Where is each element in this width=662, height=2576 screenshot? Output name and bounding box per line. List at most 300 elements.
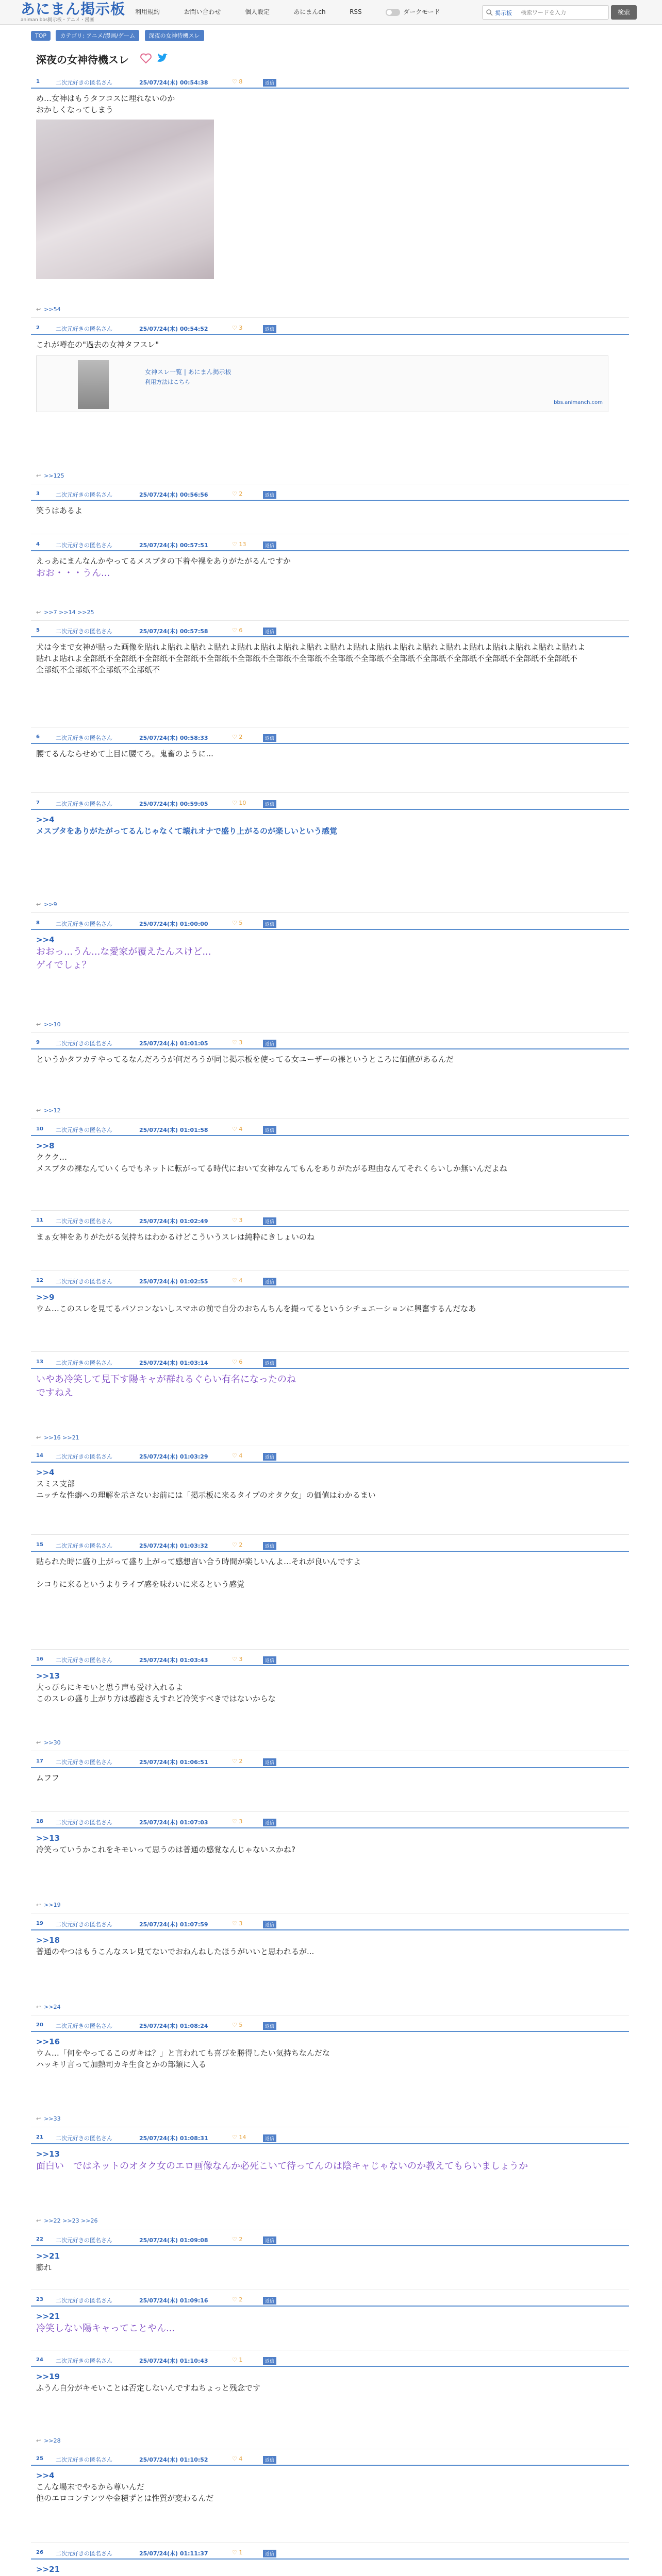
- post-25: [31, 2454, 629, 2545]
- post-date: 25/07/24(木) 00:56:56: [139, 492, 208, 498]
- post-like-count[interactable]: ♡ 5: [232, 2022, 243, 2028]
- reply-links[interactable]: >>33: [44, 2115, 61, 2122]
- dark-mode-toggle[interactable]: [386, 7, 440, 16]
- post-header: [31, 1757, 629, 1768]
- post-date: 25/07/24(木) 01:03:14: [139, 1360, 208, 1366]
- reply-links[interactable]: >>10: [44, 1021, 61, 1028]
- post-body: [31, 335, 629, 412]
- nav-settings[interactable]: 個人設定: [244, 8, 270, 15]
- post-13: [31, 1358, 629, 1448]
- post-date: 25/07/24(木) 00:58:33: [139, 735, 208, 741]
- post-line: ニッチな性癖への理解を示さないお前には「掲示板に来るタイプのオタク女」の価値はわかるまい: [36, 1490, 376, 1500]
- post-divider: [31, 1534, 629, 1535]
- reply-icon: ↩: [36, 2004, 41, 2010]
- post-line[interactable]: >>13: [36, 2149, 60, 2159]
- post-replies[interactable]: [36, 306, 61, 313]
- reply-button[interactable]: 返信: [263, 541, 276, 549]
- breadcrumb-thread[interactable]: 深夜の女神待機スレ: [145, 30, 204, 41]
- post-line: 面白い ではネットのオタク女のエロ画像なんか必死こいて待ってんのは陰キャじゃないのか教えてもらいましょうか: [36, 2161, 528, 2172]
- post-like-count[interactable]: ♡ 2: [232, 1758, 243, 1765]
- top-bar: [0, 0, 662, 25]
- post-like-count[interactable]: ♡ 3: [232, 1217, 243, 1224]
- reply-button[interactable]: 返信: [263, 1126, 276, 1134]
- post-date: 25/07/24(木) 00:57:51: [139, 542, 208, 549]
- reply-icon: ↩: [36, 1739, 41, 1746]
- reply-button[interactable]: 返信: [263, 1819, 276, 1826]
- reply-button[interactable]: 返信: [263, 2550, 276, 2557]
- post-date: 25/07/24(木) 01:10:52: [139, 2456, 208, 2463]
- post-line[interactable]: >>9: [36, 1293, 55, 1302]
- reply-button[interactable]: 返信: [263, 628, 276, 635]
- post-header: [31, 919, 629, 930]
- reply-icon: ↩: [36, 901, 41, 908]
- post-header: [31, 1358, 629, 1369]
- post-line[interactable]: >>18: [36, 1936, 60, 1945]
- post-author: 二次元好きの匿名さん: [56, 79, 112, 86]
- post-like-count[interactable]: ♡ 4: [232, 1452, 243, 1459]
- post-line[interactable]: >>21: [36, 2251, 60, 2261]
- post-21: [31, 2133, 629, 2231]
- nav-contact[interactable]: お問い合わせ: [184, 8, 221, 15]
- post-like-count[interactable]: ♡ 4: [232, 1277, 243, 1284]
- post-replies[interactable]: [36, 1902, 61, 1908]
- post-author: 二次元好きの匿名さん: [56, 1543, 112, 1549]
- post-author: 二次元好きの匿名さん: [56, 735, 112, 741]
- post-like-count[interactable]: ♡ 3: [232, 1920, 243, 1927]
- post-like-count[interactable]: ♡ 6: [232, 627, 243, 634]
- search-bar: [482, 5, 637, 20]
- post-line: 貼られた時に盛り上がって盛り上がって感想言い合う時間が楽しいんよ…それが良いんですよ: [36, 1557, 361, 1566]
- post-replies[interactable]: [36, 472, 64, 479]
- post-body: [31, 930, 629, 972]
- post-date: 25/07/24(木) 01:01:58: [139, 1127, 208, 1133]
- post-line: ゲイでしょ？: [36, 960, 91, 971]
- post-date: 25/07/24(木) 01:09:16: [139, 2297, 208, 2304]
- post-line: おお・・・うん...: [36, 568, 110, 579]
- post-header: [31, 1216, 629, 1227]
- post-replies[interactable]: [36, 2115, 61, 2122]
- reply-button[interactable]: 返信: [263, 1359, 276, 1367]
- post-line: 全部纸不全部纸不全部纸不全部纸不: [36, 665, 160, 674]
- post-number[interactable]: 22: [36, 2236, 43, 2242]
- post-body: [31, 637, 629, 675]
- post-line: 大っぴらにキモいと思う声も受け入れるよ: [36, 1683, 184, 1692]
- post-divider: [31, 1811, 629, 1812]
- reply-links[interactable]: >>24: [44, 2004, 61, 2010]
- post-header: [31, 2355, 629, 2367]
- post-body: [31, 1552, 629, 1590]
- logo-subtitle: animan bbs掲示板・アニメ・漫画: [21, 18, 94, 23]
- toggle-switch-icon: [386, 9, 400, 16]
- reply-button[interactable]: 返信: [263, 1217, 276, 1225]
- reply-links[interactable]: >>12: [44, 1107, 61, 1114]
- post-replies[interactable]: [36, 2437, 61, 2444]
- reply-button[interactable]: 返信: [263, 800, 276, 808]
- post-like-count[interactable]: ♡ 2: [232, 734, 243, 740]
- post-line[interactable]: >>4: [36, 2471, 55, 2480]
- post-line: メスブタをありがたがってるんじゃなくて壊れオナで盛り上がるのが楽しいという感覚: [36, 826, 337, 836]
- post-line: 腰てるんならせめて上目に腰てろ。鬼畜のように...: [36, 749, 213, 758]
- post-replies[interactable]: [36, 1434, 79, 1441]
- reply-links[interactable]: >>22 >>23 >>26: [44, 2217, 98, 2224]
- post-date: 25/07/24(木) 00:57:58: [139, 628, 208, 635]
- post-replies[interactable]: [36, 1739, 61, 1746]
- reply-links[interactable]: >>54: [44, 306, 61, 313]
- post-date: 25/07/24(木) 01:11:37: [139, 2550, 208, 2557]
- post-number[interactable]: 18: [36, 1819, 43, 1824]
- nav-animanch[interactable]: あにまんch: [293, 8, 326, 15]
- post-date: 25/07/24(木) 01:01:05: [139, 1040, 208, 1047]
- reply-icon: ↩: [36, 2217, 41, 2224]
- post-2: [31, 324, 629, 486]
- post-1: [31, 77, 629, 319]
- post-header: [31, 2235, 629, 2246]
- reply-links[interactable]: >>19: [44, 1902, 61, 1908]
- reply-icon: ↩: [36, 609, 41, 616]
- post-number[interactable]: 20: [36, 2022, 43, 2028]
- post-body: [31, 744, 629, 759]
- post-26: [31, 2548, 629, 2576]
- post-number[interactable]: 19: [36, 1921, 43, 1926]
- post-date: 25/07/24(木) 01:00:00: [139, 921, 208, 927]
- post-date: 25/07/24(木) 00:54:52: [139, 326, 208, 332]
- post-line: いやあ冷笑して見下す陽キャが群れるぐらい有名になったのね: [36, 1374, 296, 1385]
- post-10: [31, 1125, 629, 1212]
- post-line[interactable]: >>13: [36, 1834, 60, 1843]
- post-date: 25/07/24(木) 01:07:03: [139, 1819, 208, 1826]
- post-author: 二次元好きの匿名さん: [56, 2358, 112, 2364]
- post-replies[interactable]: [36, 2004, 61, 2010]
- post-20: [31, 2021, 629, 2129]
- post-header: [31, 324, 629, 335]
- post-number[interactable]: 17: [36, 1758, 43, 1764]
- reply-button[interactable]: 返信: [263, 2456, 276, 2464]
- reply-button[interactable]: 返信: [263, 1921, 276, 1928]
- post-header: [31, 733, 629, 744]
- nav-terms[interactable]: 利用規約: [135, 8, 160, 15]
- reply-button[interactable]: 返信: [263, 1758, 276, 1766]
- post-divider: [31, 1649, 629, 1650]
- post-author: 二次元好きの匿名さん: [56, 801, 112, 807]
- post-body: [31, 2367, 629, 2394]
- reply-links[interactable]: >>7 >>14 >>25: [44, 609, 94, 616]
- post-body: [31, 1666, 629, 1704]
- post-line[interactable]: >>21: [36, 2565, 60, 2574]
- post-author: 二次元好きの匿名さん: [56, 2135, 112, 2142]
- post-body: [31, 1136, 629, 1174]
- post-number[interactable]: 9: [36, 1040, 40, 1045]
- post-header: [31, 77, 629, 89]
- reply-button[interactable]: 返信: [263, 1453, 276, 1461]
- reply-icon: ↩: [36, 1107, 41, 1114]
- post-like-count[interactable]: ♡ 4: [232, 1126, 243, 1132]
- search-scope[interactable]: 掲示板: [495, 10, 512, 16]
- post-line: 普通のやつはもうこんなスレ見てないでおねんねしたほうがいいと思われるが...: [36, 1947, 315, 1956]
- nav-rss[interactable]: RSS: [350, 8, 362, 15]
- reply-button[interactable]: 返信: [263, 2357, 276, 2365]
- post-divider: [31, 792, 629, 793]
- post-body: [31, 551, 629, 580]
- post-number[interactable]: 1: [36, 79, 40, 84]
- post-body: [31, 2144, 629, 2173]
- dark-mode-label: ダークモード: [403, 8, 440, 15]
- twitter-icon[interactable]: [156, 52, 169, 65]
- reply-icon: ↩: [36, 306, 41, 313]
- reply-button[interactable]: 返信: [263, 2022, 276, 2030]
- post-like-count[interactable]: ♡ 4: [232, 2455, 243, 2462]
- post-like-count[interactable]: ♡ 1: [232, 2549, 243, 2556]
- reply-icon: ↩: [36, 2115, 41, 2122]
- post-line: ムフフ: [36, 1773, 60, 1783]
- post-line[interactable]: >>4: [36, 935, 55, 944]
- reply-button[interactable]: 返信: [263, 1040, 276, 1047]
- post-body: [31, 1369, 629, 1400]
- post-like-count[interactable]: ♡ 2: [232, 2296, 243, 2303]
- post-date: 25/07/24(木) 01:03:29: [139, 1453, 208, 1460]
- post-like-count[interactable]: ♡ 3: [232, 1818, 243, 1825]
- reply-button[interactable]: 返信: [263, 1656, 276, 1664]
- post-number[interactable]: 7: [36, 800, 40, 806]
- post-header: [31, 1125, 629, 1136]
- card-subtitle: 利用方法はこちら: [145, 379, 190, 385]
- post-date: 25/07/24(木) 01:06:51: [139, 1759, 208, 1766]
- post-like-count[interactable]: ♡ 3: [232, 1039, 243, 1046]
- post-like-count[interactable]: ♡ 6: [232, 1359, 243, 1365]
- post-body: [31, 1828, 629, 1855]
- post-divider: [31, 620, 629, 621]
- post-line[interactable]: >>8: [36, 1141, 55, 1150]
- post-header: [31, 1038, 629, 1049]
- post-number[interactable]: 6: [36, 734, 40, 740]
- post-header: [31, 1919, 629, 1930]
- post-header: [31, 2021, 629, 2032]
- post-number[interactable]: 25: [36, 2456, 43, 2462]
- post-line: 笑うはあるよ: [36, 506, 83, 515]
- post-15: [31, 1540, 629, 1651]
- post-line: 膨れ: [36, 2263, 52, 2272]
- post-author: 二次元好きの匿名さん: [56, 326, 112, 332]
- search-icon: [486, 9, 493, 16]
- post-header: [31, 2454, 629, 2466]
- breadcrumb-category[interactable]: カテゴリ: アニメ/漫画/ゲーム: [56, 30, 139, 41]
- post-replies[interactable]: [36, 1107, 61, 1114]
- post-number[interactable]: 21: [36, 2134, 43, 2140]
- post-date: 25/07/24(木) 01:02:55: [139, 1278, 208, 1285]
- post-like-count[interactable]: ♡ 13: [232, 541, 246, 548]
- post-number[interactable]: 11: [36, 1217, 43, 1223]
- post-date: 25/07/24(木) 01:08:31: [139, 2135, 208, 2142]
- post-line[interactable]: >>4: [36, 815, 55, 824]
- post-line[interactable]: >>19: [36, 2372, 60, 2381]
- post-line: [36, 1567, 624, 1579]
- post-line: おかしくなってしまう: [36, 105, 114, 114]
- post-like-count[interactable]: ♡ 3: [232, 325, 243, 331]
- post-like-count[interactable]: ♡ 14: [232, 2134, 246, 2141]
- link-card[interactable]: [36, 355, 608, 412]
- post-number[interactable]: 15: [36, 1542, 43, 1548]
- post-body: [31, 2560, 629, 2576]
- post-number[interactable]: 26: [36, 2550, 43, 2555]
- post-image[interactable]: [36, 120, 214, 279]
- reply-button[interactable]: 返信: [263, 2134, 276, 2142]
- post-header: [31, 1655, 629, 1666]
- post-divider: [31, 912, 629, 913]
- post-number[interactable]: 3: [36, 491, 40, 497]
- breadcrumb-top[interactable]: TOP: [31, 31, 51, 41]
- search-button[interactable]: 検索: [611, 5, 637, 20]
- reply-links[interactable]: >>30: [44, 1739, 61, 1746]
- reply-button[interactable]: 返信: [263, 2236, 276, 2244]
- reply-links[interactable]: >>125: [44, 472, 64, 479]
- post-like-count[interactable]: ♡ 2: [232, 1541, 243, 1548]
- post-line: 冷笑っていうかこれをキモいって思うのは普通の感覚なんじゃないスかね?: [36, 1845, 295, 1854]
- post-line[interactable]: >>4: [36, 1468, 55, 1477]
- post-replies[interactable]: [36, 2217, 98, 2224]
- post-author: 二次元好きの匿名さん: [56, 2550, 112, 2557]
- post-like-count[interactable]: ♡ 2: [232, 490, 243, 497]
- search-input[interactable]: [521, 7, 606, 18]
- post-line: メスブタの裸なんていくらでもネットに転がってる時代において女神なんてもんをありがたがる理由なんてそれくらいしか無いんだよね: [36, 1164, 507, 1173]
- post-body: [31, 810, 629, 837]
- post-body: [31, 1287, 629, 1314]
- post-number[interactable]: 16: [36, 1656, 43, 1662]
- post-16: [31, 1655, 629, 1753]
- post-header: [31, 2548, 629, 2560]
- search-box: [482, 5, 609, 20]
- reply-button[interactable]: 返信: [263, 491, 276, 499]
- post-line: まぁ女神をありがたがる気持ちはわかるけどこういうスレは純粋にきしょいのね: [36, 1232, 315, 1242]
- post-line: ふうん自分がキモいことは否定しないんですねちょっと残念です: [36, 2383, 261, 2393]
- post-body: [31, 2466, 629, 2504]
- post-number[interactable]: 5: [36, 628, 40, 633]
- post-author: 二次元好きの匿名さん: [56, 1657, 112, 1664]
- post-number[interactable]: 10: [36, 1126, 43, 1132]
- reply-icon: ↩: [36, 1902, 41, 1908]
- post-6: [31, 733, 629, 794]
- page-title: 深夜の女神待機スレ: [36, 54, 129, 66]
- post-header: [31, 540, 629, 551]
- post-header: [31, 1451, 629, 1463]
- card-domain: bbs.animanch.com: [554, 400, 603, 405]
- post-19: [31, 1919, 629, 2017]
- post-line: えっあにまんなんかやってるメスブタの下着や裸をありがたがるんですか: [36, 556, 291, 566]
- post-like-count[interactable]: ♡ 10: [232, 800, 246, 806]
- reply-icon: ↩: [36, 1021, 41, 1028]
- reply-button[interactable]: 返信: [263, 920, 276, 928]
- post-line: ウム…「何をやってるこのガキは？」と言われても喜びを勝得したい気持ちなんだな: [36, 2048, 330, 2058]
- post-author: 二次元好きの匿名さん: [56, 1278, 112, 1285]
- post-date: 25/07/24(木) 00:59:05: [139, 801, 208, 807]
- post-line[interactable]: >>21: [36, 2312, 60, 2321]
- post-author: 二次元好きの匿名さん: [56, 1218, 112, 1225]
- post-body: [31, 1227, 629, 1243]
- reply-button[interactable]: 返信: [263, 325, 276, 333]
- reply-links[interactable]: >>28: [44, 2437, 61, 2444]
- post-line[interactable]: >>13: [36, 1671, 60, 1681]
- post-header: [31, 799, 629, 810]
- post-replies[interactable]: [36, 901, 57, 908]
- post-header: [31, 489, 629, 501]
- post-replies[interactable]: [36, 609, 94, 616]
- post-line: シコりに来るというよりライブ感を味わいに来るという感覚: [36, 1580, 245, 1589]
- breadcrumb: [31, 30, 207, 41]
- heart-icon[interactable]: [139, 52, 153, 65]
- post-author: 二次元好きの匿名さん: [56, 2297, 112, 2304]
- reply-button[interactable]: 返信: [263, 2297, 276, 2304]
- reply-button[interactable]: 返信: [263, 734, 276, 742]
- post-header: [31, 1540, 629, 1552]
- post-number[interactable]: 12: [36, 1278, 43, 1283]
- post-9: [31, 1038, 629, 1121]
- post-number[interactable]: 24: [36, 2357, 43, 2363]
- reply-icon: ↩: [36, 1434, 41, 1441]
- post-18: [31, 1817, 629, 1915]
- post-number[interactable]: 23: [36, 2297, 43, 2302]
- reply-links[interactable]: >>16 >>21: [44, 1434, 79, 1441]
- post-line: おおっ...うん...な愛家が覆えたんスけど...: [36, 946, 211, 957]
- post-like-count[interactable]: ♡ 1: [232, 2357, 243, 2363]
- post-author: 二次元好きの匿名さん: [56, 1819, 112, 1826]
- post-like-count[interactable]: ♡ 8: [232, 78, 243, 85]
- post-body: [31, 1049, 629, 1065]
- site-logo[interactable]: [21, 1, 126, 24]
- post-header: [31, 2133, 629, 2144]
- post-number[interactable]: 2: [36, 325, 40, 331]
- post-line: 他のエロコンテンツや金積ずとは性質が変わるんだ: [36, 2494, 214, 2503]
- reply-icon: ↩: [36, 472, 41, 479]
- reply-button[interactable]: 返信: [263, 1278, 276, 1285]
- post-date: 25/07/24(木) 01:03:32: [139, 1543, 208, 1549]
- reply-icon: ↩: [36, 2437, 41, 2444]
- post-replies[interactable]: [36, 1021, 61, 1028]
- post-author: 二次元好きの匿名さん: [56, 1453, 112, 1460]
- reply-links[interactable]: >>9: [44, 901, 57, 908]
- post-24: [31, 2355, 629, 2451]
- post-body: [31, 2307, 629, 2335]
- post-3: [31, 489, 629, 536]
- post-author: 二次元好きの匿名さん: [56, 542, 112, 549]
- post-like-count[interactable]: ♡ 3: [232, 1656, 243, 1663]
- post-line: このスレの盛り上がり方は感謝さえすれど冷笑すべきではないからな: [36, 1694, 276, 1703]
- post-author: 二次元好きの匿名さん: [56, 1360, 112, 1366]
- post-line: ウム…このスレを見てるパソコンないしスマホの前で自分のおちんちんを撮ってるというシチュエーションに興奮するんだなあ: [36, 1304, 476, 1313]
- post-divider: [31, 1351, 629, 1352]
- post-like-count[interactable]: ♡ 2: [232, 2236, 243, 2243]
- post-author: 二次元好きの匿名さん: [56, 2237, 112, 2244]
- post-header: [31, 2295, 629, 2307]
- post-line: 犬は今まで女神が貼った画像を貼れよ貼れよ貼れよ貼れよ貼れよ貼れよ貼れよ貼れよ貼れよ貼れよ貼れよ貼れよ貼れよ貼れよ貼れよ貼れよ貼れよ貼れよ貼れよ: [36, 642, 586, 652]
- post-number[interactable]: 4: [36, 541, 40, 547]
- post-date: 25/07/24(木) 01:10:43: [139, 2358, 208, 2364]
- post-number[interactable]: 13: [36, 1359, 43, 1365]
- post-author: 二次元好きの匿名さん: [56, 1040, 112, 1047]
- reply-button[interactable]: 返信: [263, 1542, 276, 1550]
- post-14: [31, 1451, 629, 1536]
- post-author: 二次元好きの匿名さん: [56, 1921, 112, 1928]
- post-number[interactable]: 8: [36, 920, 40, 926]
- post-line: これが噂在の"過去の女神タフスレ": [36, 340, 159, 349]
- post-line: ハッキリ言って加熱司カキ生食とかの部類に入る: [36, 2060, 207, 2069]
- post-date: 25/07/24(木) 01:07:59: [139, 1921, 208, 1928]
- post-header: [31, 1817, 629, 1828]
- post-number[interactable]: 14: [36, 1453, 43, 1459]
- post-author: 二次元好きの匿名さん: [56, 628, 112, 635]
- post-like-count[interactable]: ♡ 5: [232, 920, 243, 926]
- reply-button[interactable]: 返信: [263, 79, 276, 87]
- post-5: [31, 626, 629, 729]
- post-line[interactable]: >>16: [36, 2037, 60, 2046]
- post-author: 二次元好きの匿名さん: [56, 921, 112, 927]
